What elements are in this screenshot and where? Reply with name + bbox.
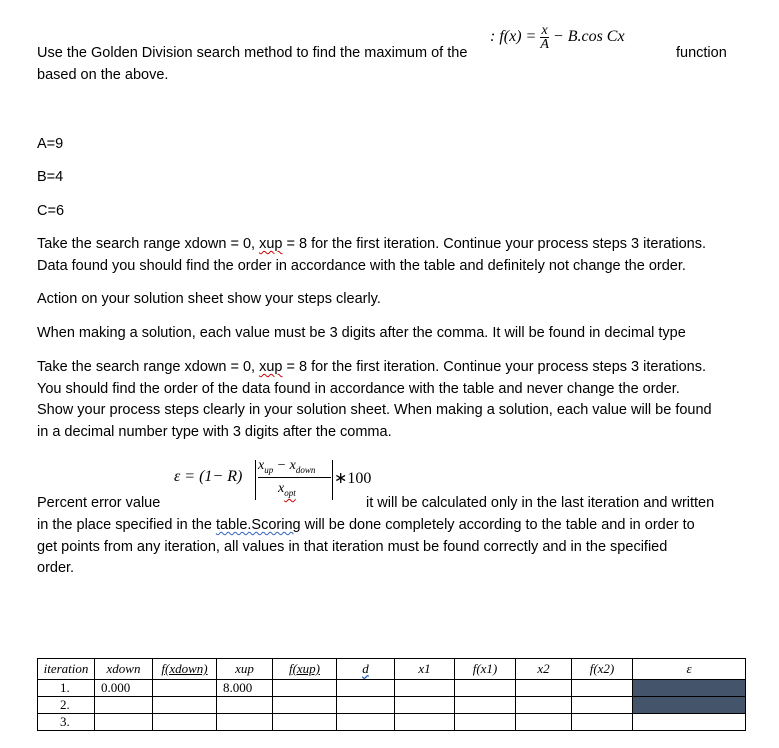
para5-line3: get points from any iteration, all values in that iteration must be found correctly and in the specified bbox=[37, 539, 668, 555]
header-x2: x2 bbox=[516, 659, 572, 680]
row1-fxdown[interactable] bbox=[153, 680, 217, 697]
row3-d[interactable] bbox=[337, 714, 395, 731]
param-c: C=6 bbox=[37, 203, 65, 219]
row3-fx1[interactable] bbox=[455, 714, 516, 731]
function-formula bbox=[490, 24, 625, 51]
row1-d[interactable] bbox=[337, 680, 395, 697]
para1-line1-post: = 8 for the first iteration. Continue your process steps 3 iterations. bbox=[282, 236, 706, 252]
row3-iteration[interactable]: 3. bbox=[38, 714, 95, 731]
para1-xup: xup bbox=[259, 236, 283, 252]
para5-line2-pre: in the place specified in the bbox=[37, 517, 216, 533]
header-iteration: iteration bbox=[38, 659, 95, 680]
param-a: A=9 bbox=[37, 136, 64, 152]
row1-xup[interactable]: 8.000 bbox=[217, 680, 273, 697]
intro-line-2: based on the above. bbox=[37, 67, 169, 83]
param-b: B=4 bbox=[37, 169, 64, 185]
formula-rest: − B.cos Cx bbox=[552, 28, 625, 46]
word-function: function bbox=[676, 45, 727, 61]
row1-fx1[interactable] bbox=[455, 680, 516, 697]
table-row bbox=[38, 714, 746, 731]
row2-iteration[interactable]: 2. bbox=[38, 697, 95, 714]
para4-line1 bbox=[37, 356, 706, 378]
header-fx2: f(x2) bbox=[572, 659, 633, 680]
para5-line1b: it will be calculated only in the last iteration and written bbox=[366, 495, 715, 511]
row2-fxdown[interactable] bbox=[153, 697, 217, 714]
para5-table-scoring: table.Scoring bbox=[215, 517, 301, 533]
table-row bbox=[38, 680, 746, 697]
para1-line1 bbox=[37, 233, 706, 255]
para3: When making a solution, each value must be 3 digits after the comma. It will be found in decimal type bbox=[37, 325, 686, 341]
para4-line2: You should find the order of the data found in accordance with the table and never change the order. bbox=[37, 381, 680, 397]
row3-epsilon[interactable] bbox=[633, 714, 746, 731]
row1-fxup[interactable] bbox=[273, 680, 337, 697]
row1-x1[interactable] bbox=[395, 680, 455, 697]
para5-line2 bbox=[37, 514, 695, 536]
row1-xdown[interactable]: 0.000 bbox=[95, 680, 153, 697]
para4-line1-post: = 8 for the first iteration. Continue your process steps 3 iterations. bbox=[282, 359, 706, 375]
error-formula-times: ∗100 bbox=[334, 470, 372, 487]
para1-line2: Data found you should find the order in accordance with the table and definitely not change the order. bbox=[37, 258, 686, 274]
para4-xup: xup bbox=[259, 359, 283, 375]
formula-denominator: A bbox=[540, 37, 549, 52]
num-x-up: x bbox=[258, 458, 265, 473]
para4-line3: Show your process steps clearly in your solution sheet. When making a solution, each value will be found bbox=[37, 402, 712, 418]
para1-line1-pre: Take the search range xdown = 0, bbox=[37, 236, 260, 252]
table-row bbox=[38, 697, 746, 714]
row3-xup[interactable] bbox=[217, 714, 273, 731]
row2-fxup[interactable] bbox=[273, 697, 337, 714]
row2-fx1[interactable] bbox=[455, 697, 516, 714]
formula-numerator: x bbox=[541, 23, 548, 38]
row2-x1[interactable] bbox=[395, 697, 455, 714]
row3-xdown[interactable] bbox=[95, 714, 153, 731]
row1-fx2[interactable] bbox=[572, 680, 633, 697]
row1-epsilon bbox=[633, 680, 746, 697]
row3-x2[interactable] bbox=[516, 714, 572, 731]
para4-line4: in a decimal number type with 3 digits after the comma. bbox=[37, 424, 392, 440]
para2: Action on your solution sheet show your steps clearly. bbox=[37, 291, 381, 307]
row3-fxdown[interactable] bbox=[153, 714, 217, 731]
num-minus: − bbox=[273, 458, 290, 473]
error-formula-numerator bbox=[258, 458, 315, 475]
error-formula-denominator bbox=[278, 481, 296, 498]
para5-line1a: Percent error value bbox=[37, 495, 161, 511]
den-sub-opt: opt bbox=[284, 487, 296, 498]
row2-xdown[interactable] bbox=[95, 697, 153, 714]
para5-line2-post: will be done completely according to the table and in order to bbox=[300, 517, 695, 533]
iteration-table bbox=[37, 658, 746, 731]
row2-d[interactable] bbox=[337, 697, 395, 714]
formula-prefix: : f(x) = bbox=[490, 28, 541, 46]
num-sub-down: down bbox=[295, 464, 316, 475]
row3-fxup[interactable] bbox=[273, 714, 337, 731]
error-formula-lhs: ε = (1− R) bbox=[174, 468, 243, 485]
row1-iteration[interactable]: 1. bbox=[38, 680, 95, 697]
row3-fx2[interactable] bbox=[572, 714, 633, 731]
header-epsilon: ε bbox=[633, 659, 746, 680]
header-xup: xup bbox=[217, 659, 273, 680]
table-header-row bbox=[38, 659, 746, 680]
row2-x2[interactable] bbox=[516, 697, 572, 714]
intro-line-1: Use the Golden Division search method to find the maximum of the bbox=[37, 45, 468, 61]
row3-x1[interactable] bbox=[395, 714, 455, 731]
para5-line4: order. bbox=[37, 560, 75, 576]
header-xdown: xdown bbox=[95, 659, 153, 680]
num-sub-up: up bbox=[264, 464, 274, 475]
row1-x2[interactable] bbox=[516, 680, 572, 697]
row2-epsilon bbox=[633, 697, 746, 714]
header-d: d bbox=[337, 659, 395, 680]
row2-fx2[interactable] bbox=[572, 697, 633, 714]
header-fxdown: f(xdown) bbox=[153, 659, 217, 680]
para4-line1-pre: Take the search range xdown = 0, bbox=[37, 359, 260, 375]
header-fx1: f(x1) bbox=[455, 659, 516, 680]
den-x: x bbox=[278, 481, 285, 496]
header-fxup: f(xup) bbox=[273, 659, 337, 680]
num-x-down: x bbox=[289, 458, 296, 473]
row2-xup[interactable] bbox=[217, 697, 273, 714]
header-x1: x1 bbox=[395, 659, 455, 680]
